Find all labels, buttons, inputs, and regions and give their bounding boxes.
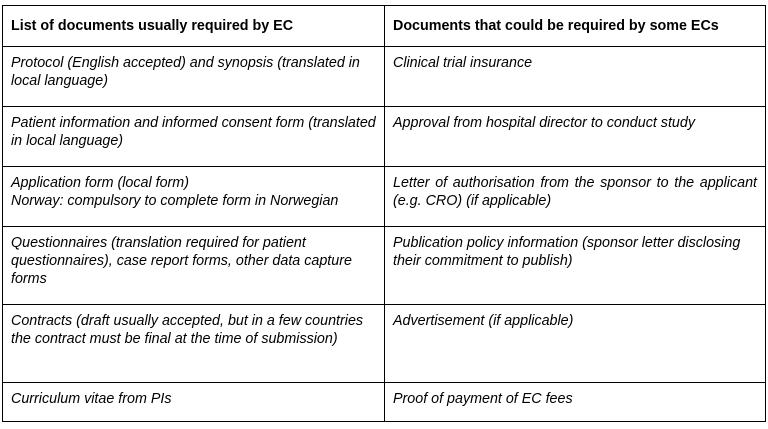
cell-could-be-required: Publication policy information (sponsor letter disclosing their commitment to publish) <box>385 227 766 305</box>
header-usually-required: List of documents usually required by EC <box>3 6 385 47</box>
table-row <box>3 383 766 422</box>
header-could-be-required: Documents that could be required by some ECs <box>385 6 766 47</box>
cell-usually-required: Protocol (English accepted) and synopsis (translated in local language) <box>3 47 385 107</box>
table-row <box>3 227 766 305</box>
cell-usually-required: Patient information and informed consent form (translated in local language) <box>3 107 385 167</box>
cell-usually-required: Curriculum vitae from PIs <box>3 383 385 422</box>
cell-usually-required: Contracts (draft usually accepted, but in a few countries the contract must be final at the time of submission) <box>3 305 385 383</box>
cell-usually-required: Questionnaires (translation required for patient questionnaires), case report forms, other data capture forms <box>3 227 385 305</box>
cell-could-be-required: Approval from hospital director to conduct study <box>385 107 766 167</box>
table-row <box>3 107 766 167</box>
table-row <box>3 167 766 227</box>
cell-usually-required-note: Norway: compulsory to complete form in Norwegian <box>11 193 339 209</box>
cell-usually-required-text: Application form (local form) <box>11 175 189 191</box>
cell-could-be-required: Advertisement (if applicable) <box>385 305 766 383</box>
cell-could-be-required: Clinical trial insurance <box>385 47 766 107</box>
table-header-row <box>3 6 766 47</box>
table-row <box>3 305 766 383</box>
cell-could-be-required: Proof of payment of EC fees <box>385 383 766 422</box>
table-row <box>3 47 766 107</box>
cell-usually-required <box>3 167 385 227</box>
documents-table <box>2 5 766 422</box>
cell-could-be-required: Letter of authorisation from the sponsor to the applicant (e.g. CRO) (if applicable) <box>385 167 766 227</box>
